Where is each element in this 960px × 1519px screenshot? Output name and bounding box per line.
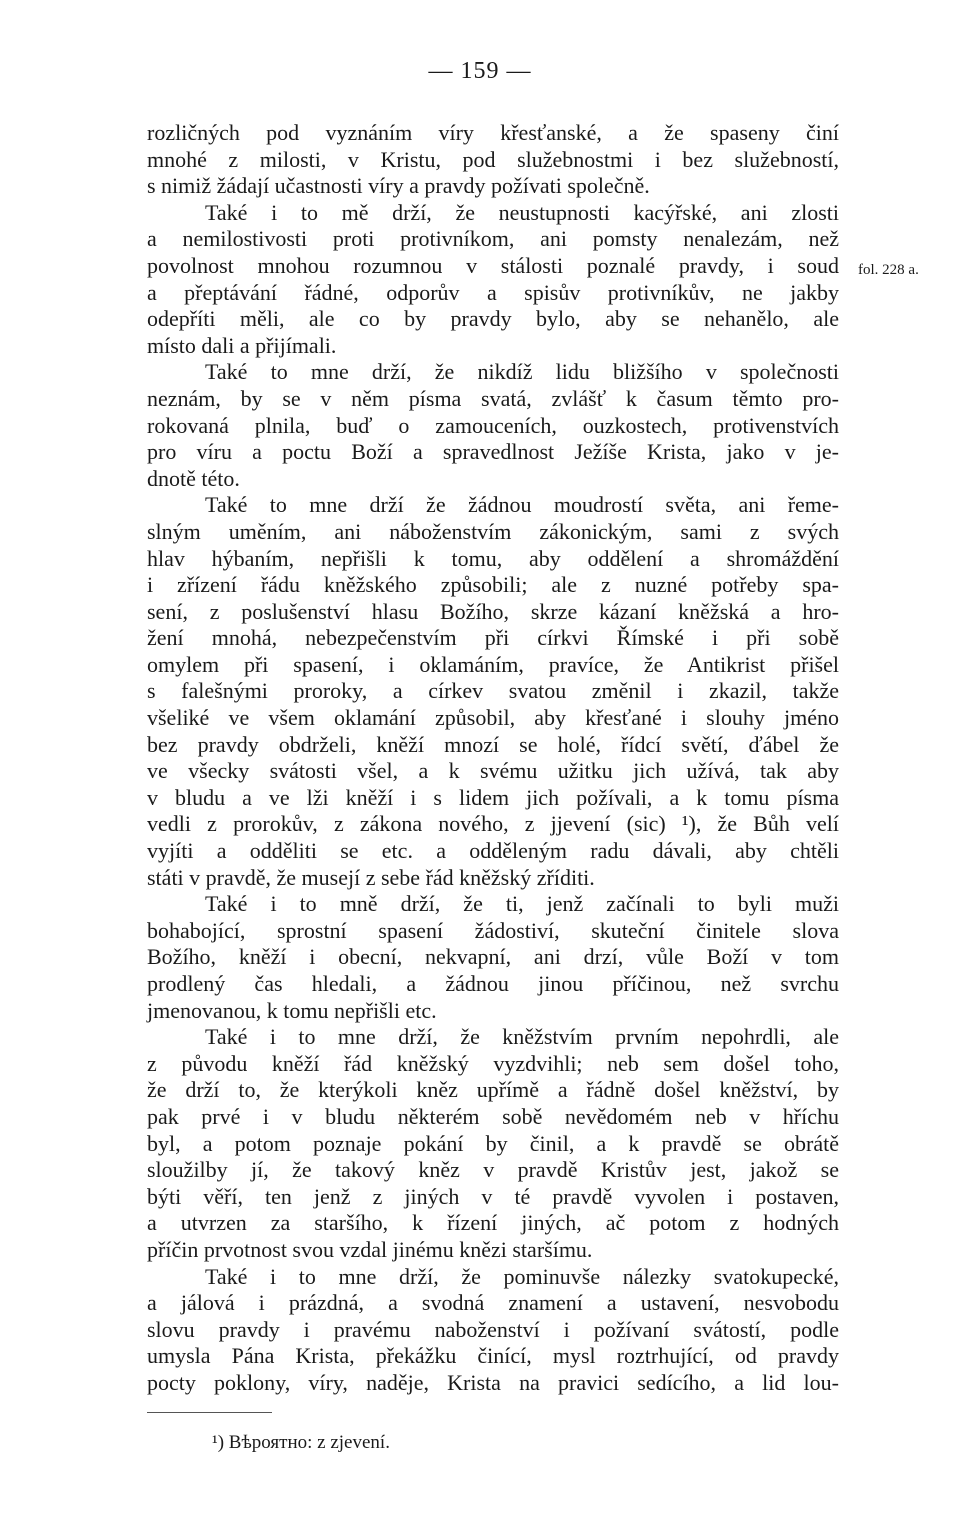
text-line: býti věří, ten jenž z jiných v té pravdě vyvolen i postaven, <box>147 1183 839 1209</box>
text-line: pak prvé i v bludu některém sobě nevědomém neb v hříchu <box>147 1103 839 1129</box>
text-line: hlav hýbaním, nepřišli k tomu, aby oddělení a shromáždění <box>147 545 839 571</box>
text-line: Také i to mne drží, že kněžstvím prvním nepohrdli, ale <box>205 1024 839 1050</box>
text-line: rokovaná plnila, buď o zamouceních, ouzkostech, protivenstvích <box>147 412 839 438</box>
text-line: příčin prvotnost svou vzdal jinému knězi staršímu. <box>147 1236 593 1262</box>
text-line: ve všecky svátosti všel, a k svému užitku jich užívá, tak aby <box>147 758 839 784</box>
text-line: Také to mne drží, že nikdíž lidu bližšího v společnosti <box>205 359 839 385</box>
text-line: z původu kněží řád kněžský vyzdvihli; neb sem došel toho, <box>147 1050 839 1076</box>
text-line: místo dali a přijímali. <box>147 332 337 358</box>
text-line: v bludu a ve lži kněží i s lidem jich požívali, a k tomu písma <box>147 784 839 810</box>
text-line: Také i to mne drží, že pominuvše nálezky svatokupecké, <box>205 1263 839 1289</box>
text-line: jmenovanou, k tomu nepřišli etc. <box>147 997 437 1023</box>
text-line: umysla Pána Krista, překážku činící, mysl roztrhující, od pravdy <box>147 1343 839 1369</box>
text-line: odepříti měli, ale co by pravdy bylo, aby se nehanělo, ale <box>147 306 839 332</box>
text-line: že drží to, že kterýkoli kněz upřímě a řádně došel kněžství, by <box>147 1077 839 1103</box>
margin-note: fol. 228 a. <box>858 262 919 278</box>
footnote <box>212 1432 390 1454</box>
text-line: a jálová i prázdná, a svodná znamení a ustavení, nesvobodu <box>147 1290 839 1316</box>
text-line: bohabojící, sprostní spasení žádostiví, skuteční činitele slova <box>147 917 839 943</box>
text-line: a utvrzen za staršího, k řízení jiných, ač potom z hodných <box>147 1210 839 1236</box>
text-line: státi v pravdě, že musejí z sebe řád kněžský zříditi. <box>147 864 595 890</box>
page-number: — 159 — <box>428 58 532 84</box>
footnote-text: Вѣроятно: z zjevení. <box>228 1432 390 1453</box>
text-line: i zřízení řádu kněžského způsobili; ale z nuzné potřeby spa- <box>147 572 839 598</box>
text-line: slovu pravdy i pravému naboženství i požívaní svátostí, podle <box>147 1316 839 1342</box>
text-line: pocty poklony, víry, naděje, Krista na pravici sedícího, a lid lou- <box>147 1369 839 1395</box>
text-line: žení mnohá, nebezpečenstvím při církvi Římské i při sobě <box>147 625 839 651</box>
text-line: sení, z poslušenství hlasu Božího, skrze kázaní kněžská a hro- <box>147 598 839 624</box>
footnote-divider <box>147 1412 272 1413</box>
text-line: a přeptávání řádné, odporův a spisův protivníkův, ne jakby <box>147 279 839 305</box>
text-line: Božího, kněží i obecní, nekvapní, ani drzí, vůle Boží v tom <box>147 944 839 970</box>
text-line: a nemilostivosti proti protivníkom, ani pomsty nenalezám, než <box>147 226 839 252</box>
text-line: omylem při spasení, i oklamáním, pravíce, že Antikrist přišel <box>147 651 839 677</box>
text-line: prodlený čas hledali, a žádnou jinou příčinou, než svrchu <box>147 971 839 996</box>
text-line: vyjíti a odděliti se etc. a odděleným radu dávali, aby chtěli <box>147 838 839 864</box>
text-line: mnohé z milosti, v Kristu, pod služebnostmi i bez služebností, <box>147 146 839 172</box>
text-line: byl, a potom poznaje pokání by činil, a k pravdě se obrátě <box>147 1130 839 1156</box>
text-line: bez pravdy obdrželi, kněží mnozí se holé, řídcí světí, ďábel že <box>147 731 839 757</box>
text-line: neznám, by se v něm písma svatá, zvlášť k časum těmto pro- <box>147 385 839 411</box>
text-line: rozličných pod vyznáním víry křesťanské, a že spaseny činí <box>147 120 839 145</box>
text-line: Také i to mně drží, že ti, jenž začínali to byli muži <box>205 891 839 917</box>
text-line: s nimiž žádají učastnosti víry a pravdy požívati společně. <box>147 173 650 199</box>
text-line: povolnost mnohou rozumnou v stálosti poznalé pravdy, i soud <box>147 252 839 278</box>
body-text <box>147 120 839 1397</box>
footnote-marker: ¹) <box>212 1432 225 1453</box>
text-line: Také to mne drží že žádnou moudrostí světa, ani řeme- <box>205 492 839 518</box>
text-line: vedli z prorokův, z zákona nového, z jjevení (sic) ¹), že Bůh velí <box>147 811 839 837</box>
text-line: Také i to mě drží, že neustupnosti kacýřské, ani zlosti <box>205 199 839 225</box>
text-line: s falešnými proroky, a církev svatou změnil i zkazil, takže <box>147 678 839 704</box>
text-line: dnotě této. <box>147 465 240 491</box>
text-line: sloužilby jí, že takový kněz v pravdě Kristův jest, jakož se <box>147 1157 839 1183</box>
text-line: pro víru a poctu Boží a spravedlnost Ježíše Krista, jako v je- <box>147 439 839 465</box>
text-line: všeliké ve všem oklamání způsobil, aby křesťané i slouhy jméno <box>147 705 839 731</box>
text-line: slným uměním, ani náboženstvím zákonickým, sami z svých <box>147 518 839 544</box>
